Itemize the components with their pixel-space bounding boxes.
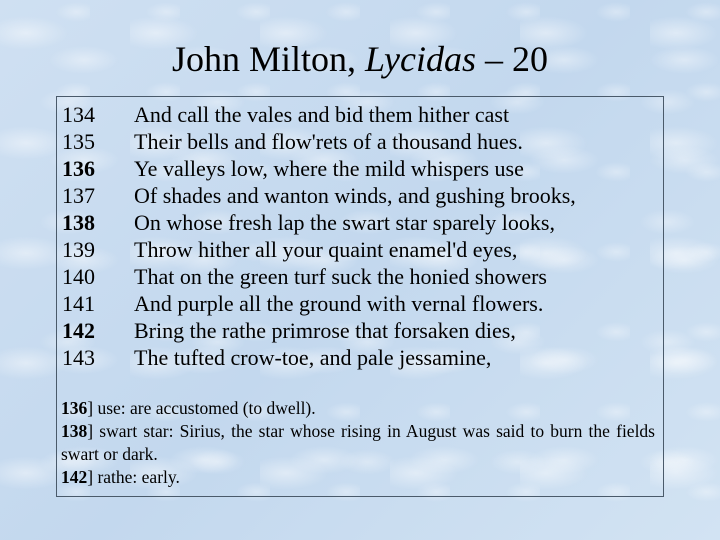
line-number: 140: [62, 264, 95, 289]
line-number: 136: [62, 156, 95, 181]
line-text: Of shades and wanton winds, and gushing brooks,: [134, 183, 576, 208]
line-number: 143: [62, 345, 95, 370]
line-text: And purple all the ground with vernal flowers.: [134, 291, 544, 316]
footnote-text: ] use: are accustomed (to dwell).: [87, 398, 316, 418]
line-number: 139: [62, 237, 95, 262]
poem-line: [62, 236, 662, 263]
poem-panel: [56, 96, 664, 497]
line-text: Ye valleys low, where the mild whispers use: [134, 156, 524, 181]
footnote: [61, 420, 655, 466]
line-text: That on the green turf suck the honied showers: [134, 264, 547, 289]
line-number: 138: [62, 210, 95, 235]
line-text: And call the vales and bid them hither cast: [134, 102, 510, 127]
line-text: Their bells and flow'rets of a thousand hues.: [134, 129, 523, 154]
footnote: [61, 397, 655, 420]
poem-lines: [62, 101, 662, 371]
line-number: 142: [62, 318, 95, 343]
line-number: 134: [62, 102, 95, 127]
line-text: Bring the rathe primrose that forsaken dies,: [134, 318, 516, 343]
footnote-ref: 136: [61, 398, 88, 418]
footnotes: [61, 397, 655, 489]
poem-line: [62, 263, 662, 290]
poem-line: [62, 317, 662, 344]
poem-line: [62, 209, 662, 236]
poem-line: [62, 344, 662, 371]
title-author: John Milton,: [172, 39, 366, 79]
line-text: The tufted crow-toe, and pale jessamine,: [134, 345, 492, 370]
poem-line: [62, 290, 662, 317]
slide-title: [0, 36, 720, 82]
poem-line: [62, 182, 662, 209]
footnote-ref: 142: [61, 467, 88, 487]
line-text: On whose fresh lap the swart star sparely looks,: [134, 210, 555, 235]
footnote-text: ] swart star: Sirius, the star whose rising in August was said to burn the fields swart or dark.: [61, 421, 655, 464]
footnote: [61, 466, 655, 489]
footnote-ref: 138: [61, 421, 88, 441]
line-number: 141: [62, 291, 95, 316]
title-work: Lycidas: [365, 39, 476, 79]
line-number: 135: [62, 129, 95, 154]
poem-line: [62, 155, 662, 182]
line-text: Throw hither all your quaint enamel'd eyes,: [134, 237, 518, 262]
poem-line: [62, 101, 662, 128]
line-number: 137: [62, 183, 95, 208]
poem-line: [62, 128, 662, 155]
footnote-text: ] rathe: early.: [87, 467, 180, 487]
title-suffix: – 20: [475, 39, 548, 79]
